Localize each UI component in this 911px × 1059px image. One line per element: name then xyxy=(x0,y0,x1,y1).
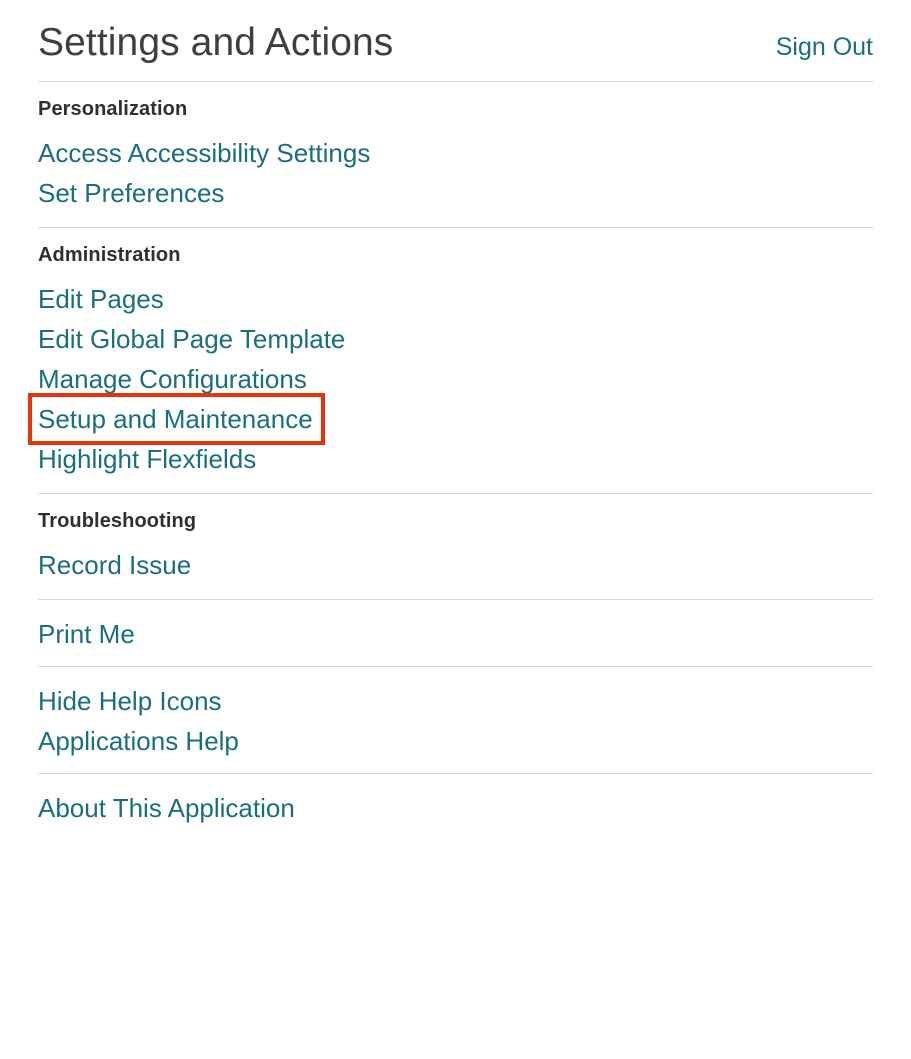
menu-item-row[interactable] xyxy=(38,399,873,439)
menu-item-link[interactable]: Record Issue xyxy=(38,549,192,580)
menu-item-link[interactable]: Edit Pages xyxy=(38,283,164,314)
menu-item-row[interactable] xyxy=(38,319,873,359)
menu-item-row[interactable] xyxy=(38,133,873,173)
menu-section xyxy=(38,228,873,493)
menu-section xyxy=(38,667,873,773)
menu-item-row[interactable] xyxy=(38,721,873,761)
menu-item-link[interactable]: Highlight Flexfields xyxy=(38,443,257,474)
section-heading: Administration xyxy=(38,243,181,266)
menu-sections xyxy=(38,82,873,840)
menu-item-row[interactable] xyxy=(38,681,873,721)
menu-section xyxy=(38,82,873,227)
menu-section xyxy=(38,494,873,599)
menu-item-row[interactable] xyxy=(38,788,873,828)
menu-item-row[interactable] xyxy=(38,439,873,479)
menu-item-link[interactable]: Applications Help xyxy=(38,725,239,756)
menu-item-link[interactable]: Edit Global Page Template xyxy=(38,323,346,354)
menu-section xyxy=(38,600,873,666)
sign-out-link[interactable]: Sign Out xyxy=(775,33,873,61)
menu-item-row[interactable] xyxy=(38,359,873,399)
page-title: Settings and Actions xyxy=(38,21,394,64)
menu-item-row[interactable] xyxy=(38,545,873,585)
section-heading: Personalization xyxy=(38,97,188,120)
menu-item-link[interactable]: Set Preferences xyxy=(38,177,225,208)
menu-item-link[interactable]: Setup and Maintenance xyxy=(34,399,319,439)
menu-item-row[interactable] xyxy=(38,279,873,319)
menu-item-link[interactable]: Manage Configurations xyxy=(38,363,307,394)
menu-item-link[interactable]: Hide Help Icons xyxy=(38,685,222,716)
panel-header xyxy=(38,0,873,81)
menu-item-row[interactable] xyxy=(38,614,873,654)
menu-item-link[interactable]: Access Accessibility Settings xyxy=(38,137,371,168)
menu-item-link[interactable]: About This Application xyxy=(38,792,295,823)
section-heading: Troubleshooting xyxy=(38,509,197,532)
menu-section xyxy=(38,774,873,840)
menu-item-link[interactable]: Print Me xyxy=(38,618,135,649)
menu-item-row[interactable] xyxy=(38,173,873,213)
